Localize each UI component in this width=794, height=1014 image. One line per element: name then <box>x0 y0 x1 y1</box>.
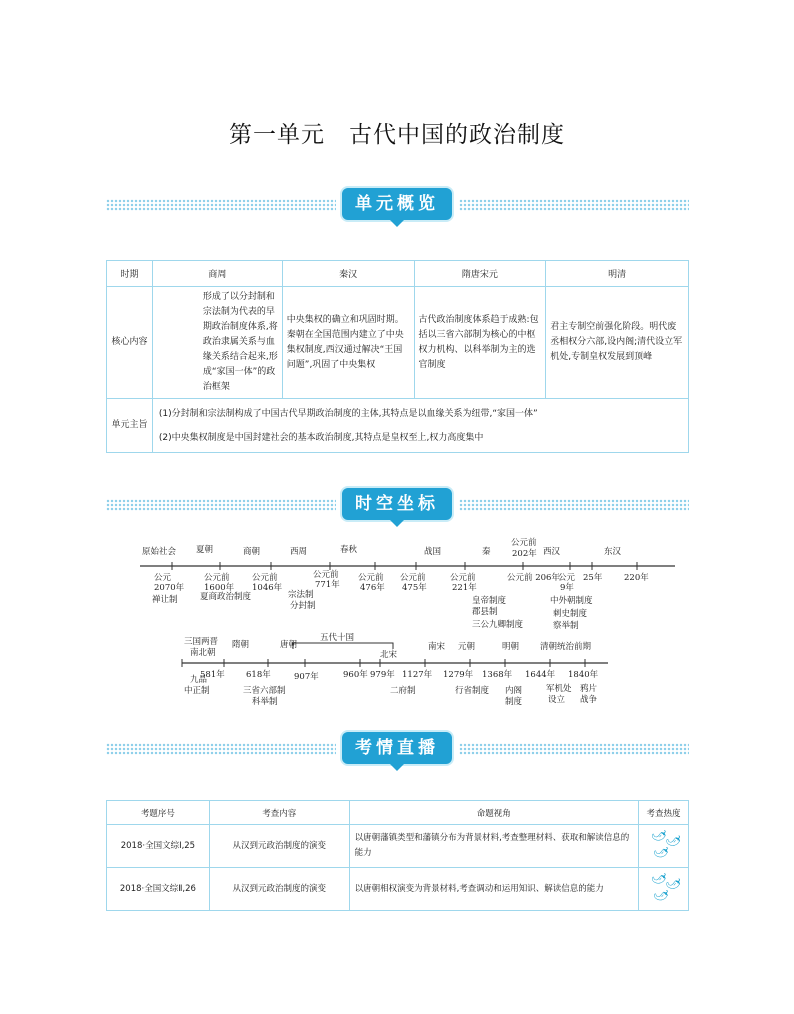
date-label: 1046年 <box>252 583 283 593</box>
period-label: 三国两晋 <box>184 637 219 647</box>
core-label: 核心内容 <box>107 287 153 399</box>
theme-cell <box>152 399 688 453</box>
header-id: 考题序号 <box>107 801 210 825</box>
exam-id: 2018·全国文综Ⅰ,25 <box>107 825 210 868</box>
period-label: 西汉 <box>543 547 561 557</box>
date-label: 1279年 <box>443 670 474 680</box>
period-label: 西周 <box>290 547 308 557</box>
page-title: 第一单元 古代中国的政治制度 <box>229 122 565 148</box>
timeline-diagram <box>140 536 680 711</box>
header-content: 考查内容 <box>209 801 349 825</box>
period-label: 唐朝 <box>280 640 298 650</box>
period-label: 元朝 <box>458 642 476 652</box>
period-label: 南北朝 <box>190 648 216 658</box>
date-label: 公元 <box>558 573 576 583</box>
overview-table <box>106 260 689 453</box>
period-label: 战国 <box>424 547 442 557</box>
core-cell: 君主专制空前强化阶段。明代废丞相权分六部,设内阁;清代设立军机处,专制皇权发展到顶峰 <box>546 287 689 399</box>
table-row <box>107 825 689 868</box>
header-period: 时期 <box>107 261 153 287</box>
event-label: 设立 <box>548 695 566 705</box>
chili-pepper-icon: 🌶🌶🌶 <box>649 825 683 861</box>
theme-item: (2)中央集权制度是中国封建社会的基本政治制度,其特点是皇权至上,权力高度集中 <box>158 432 484 443</box>
date-label: 907年 <box>294 672 319 682</box>
event-label: 宗法制 <box>288 590 314 600</box>
section-badge: 考情直播 <box>342 732 452 764</box>
event-label: 九品 <box>190 675 208 685</box>
period-label: 隋朝 <box>232 640 250 650</box>
event-label: 分封制 <box>290 601 316 611</box>
date-label: 220年 <box>624 573 649 583</box>
date-label: 1600年 <box>204 583 235 593</box>
core-cell: 中央集权的确立和巩固时期。秦朝在全国范围内建立了中央集权制度,西汉通过解决“王国问题”,巩固了中央集权 <box>282 287 414 399</box>
dot-divider <box>459 199 689 211</box>
period-label: 夏朝 <box>196 545 214 555</box>
dot-divider <box>459 743 689 755</box>
date-label: 公元前 206年 <box>507 573 560 583</box>
table-header-row <box>107 801 689 825</box>
period-label: 秦 <box>482 547 491 557</box>
event-label: 科举制 <box>252 697 278 707</box>
date-label: 公元前 <box>204 573 230 583</box>
period-label: 北宋 <box>380 650 398 660</box>
dot-divider <box>106 743 336 755</box>
section-badge: 单元概览 <box>342 188 452 220</box>
chili-pepper-icon: 🌶🌶🌶 <box>649 868 683 904</box>
date-label: 公元前 <box>313 570 339 580</box>
date-label: 25年 <box>583 573 603 583</box>
period-label: 五代十国 <box>320 633 355 643</box>
table-row <box>107 287 689 399</box>
date-label: 2070年 <box>154 583 185 593</box>
event-label: 皇帝制度 <box>472 596 507 606</box>
date-label: 475年 <box>402 583 427 593</box>
date-label: 公元前 <box>252 573 278 583</box>
date-label: 公元 <box>154 573 172 583</box>
section-banner-overview <box>106 188 689 222</box>
period-label: 东汉 <box>604 547 622 557</box>
header-suitang: 隋唐宋元 <box>414 261 546 287</box>
date-label: 1644年 <box>525 670 556 680</box>
table-header-row <box>107 261 689 287</box>
event-label: 制度 <box>505 697 523 707</box>
exam-angle: 以唐朝藩镇类型和藩镇分布为背景材料,考查整理材料、获取和解读信息的能力 <box>349 825 638 868</box>
date-label: 221年 <box>452 583 477 593</box>
event-label: 内阁 <box>505 686 523 696</box>
date-label: 1840年 <box>568 670 599 680</box>
date-label: 公元前 <box>511 538 537 548</box>
period-label: 明朝 <box>502 642 520 652</box>
dot-divider <box>106 199 336 211</box>
event-label: 三公九卿制度 <box>472 620 524 630</box>
date-label: 618年 <box>246 670 271 680</box>
date-label: 202年 <box>512 549 537 559</box>
date-label: 476年 <box>360 583 385 593</box>
exam-content: 从汉到元政治制度的演变 <box>209 825 349 868</box>
event-label: 禅让制 <box>152 595 178 605</box>
period-label: 清朝统治前期 <box>540 642 592 652</box>
heat-rating <box>639 868 689 911</box>
dot-divider <box>106 499 336 511</box>
exam-content: 从汉到元政治制度的演变 <box>209 868 349 911</box>
date-label: 公元前 <box>450 573 476 583</box>
event-label: 夏商政治制度 <box>200 592 252 602</box>
event-label: 二府制 <box>390 686 416 696</box>
event-label: 中外朝制度 <box>550 596 593 606</box>
period-label: 商朝 <box>243 547 261 557</box>
section-banner-timeline <box>106 488 689 522</box>
core-cell: 古代政治制度体系趋于成熟:包括以三省六部制为核心的中枢权力机构、以科举制为主的选官制度 <box>414 287 546 399</box>
date-label: 581年 <box>200 670 225 680</box>
event-label: 行省制度 <box>455 686 490 696</box>
core-cell: 形成了以分封制和宗法制为代表的早期政治制度体系,将政治隶属关系与血缘关系结合起来,形成“家国一体”的政治框架 <box>152 287 282 399</box>
header-qinhan: 秦汉 <box>282 261 414 287</box>
heat-rating <box>639 825 689 868</box>
date-label: 979年 <box>370 670 395 680</box>
theme-label: 单元主旨 <box>107 399 153 453</box>
event-label: 中正制 <box>184 686 210 696</box>
event-label: 察举制 <box>553 621 579 631</box>
event-label: 鸦片 <box>580 684 598 694</box>
date-label: 1127年 <box>402 670 433 680</box>
period-label: 南宋 <box>428 642 446 652</box>
header-heat: 考查热度 <box>639 801 689 825</box>
table-row <box>107 399 689 453</box>
table-row <box>107 868 689 911</box>
date-label: 公元前 <box>400 573 426 583</box>
exam-table <box>106 800 689 911</box>
date-label: 公元前 <box>358 573 384 583</box>
theme-item: (1)分封制和宗法制构成了中国古代早期政治制度的主体,其特点是以血缘关系为纽带,“家国一体” <box>158 408 538 419</box>
period-label: 原始社会 <box>142 547 177 557</box>
dot-divider <box>459 499 689 511</box>
event-label: 三省六部制 <box>243 686 286 696</box>
exam-angle: 以唐朝相权演变为背景材料,考查调动和运用知识、解读信息的能力 <box>349 868 638 911</box>
date-label: 9年 <box>560 583 574 593</box>
date-label: 1368年 <box>482 670 513 680</box>
exam-id: 2018·全国文综Ⅱ,26 <box>107 868 210 911</box>
date-label: 960年 <box>343 670 368 680</box>
header-mingqing: 明清 <box>546 261 689 287</box>
date-label: 771年 <box>315 580 340 590</box>
section-banner-exam <box>106 732 689 766</box>
section-badge: 时空坐标 <box>342 488 452 520</box>
period-bracket <box>293 643 393 649</box>
header-angle: 命题视角 <box>349 801 638 825</box>
period-label: 春秋 <box>340 545 358 555</box>
header-shangzhou: 商周 <box>152 261 282 287</box>
event-label: 军机处 <box>546 684 572 694</box>
event-label: 刺史制度 <box>553 609 588 619</box>
event-label: 郡县制 <box>472 607 498 617</box>
event-label: 战争 <box>580 695 598 705</box>
